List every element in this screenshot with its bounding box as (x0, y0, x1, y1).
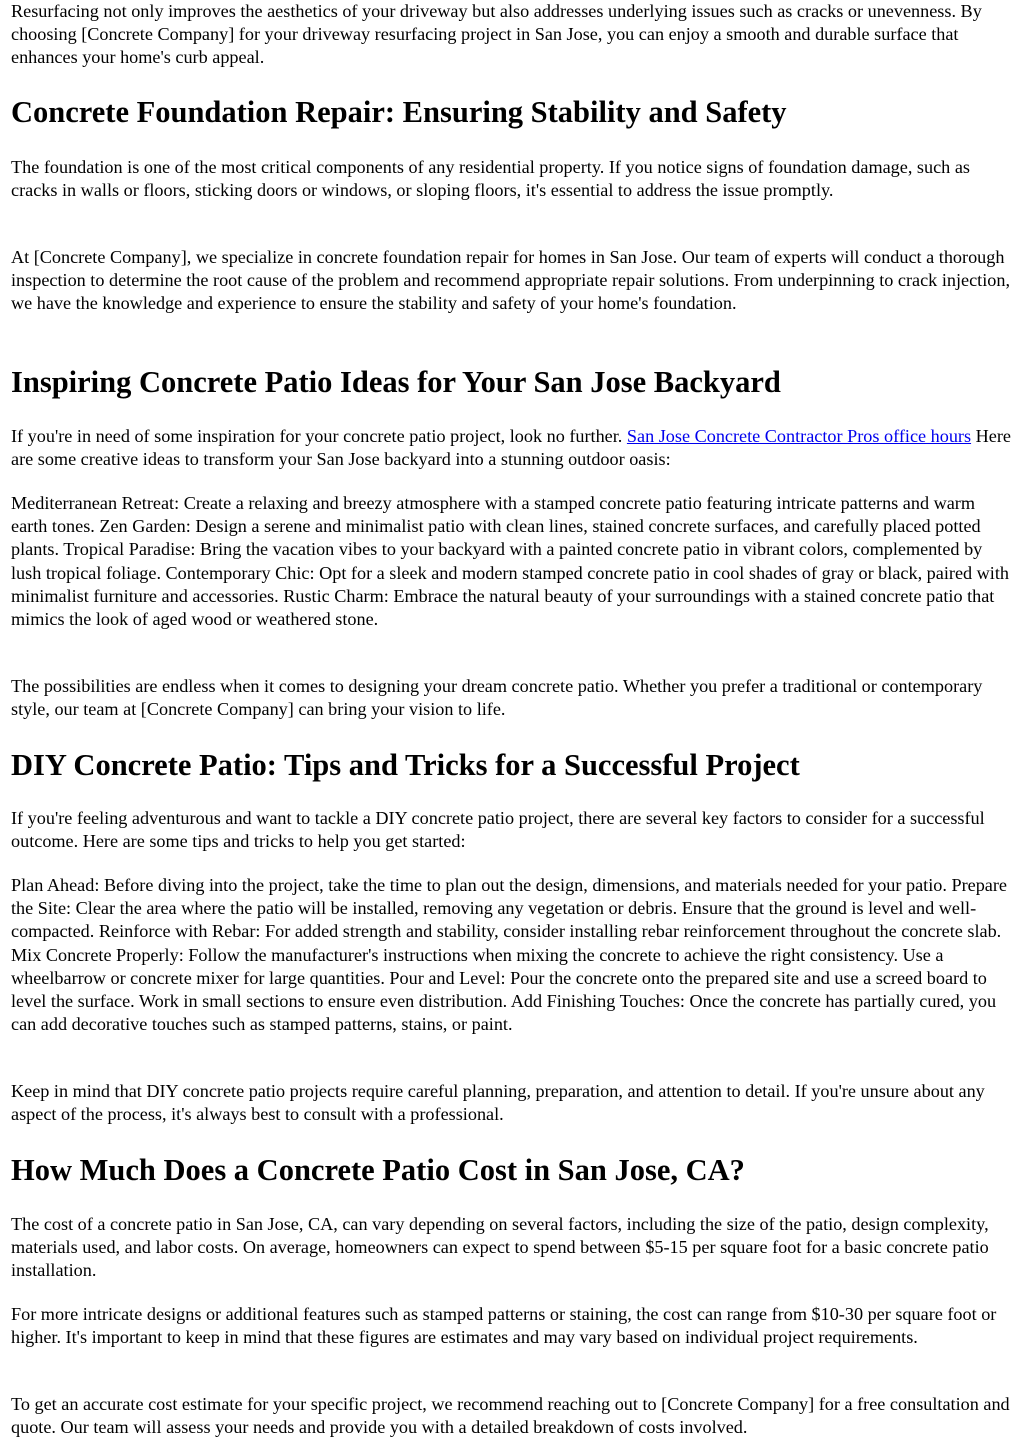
foundation-paragraph-2: At [Concrete Company], we specialize in concrete foundation repair for homes in San Jose. Our team of experts will conduct a thorough inspection to determine the root cause of the problem and recommend appropriate repair solutions. From underpinning to crack injection, we have the knowledge and experience to ensure the stability and safety of your home's foundation. (11, 247, 1011, 314)
cost-paragraph-3: To get an accurate cost estimate for your specific project, we recommend reaching out to [Concrete Company] for a free consultation and quote. Our team will assess your needs and provide you with a detailed breakdown of costs involved. (11, 1394, 1010, 1438)
patio-ideas-closing-paragraph: The possibilities are endless when it comes to designing your dream concrete patio. Whether you prefer a traditional or contemporary style, our team at [Concrete Company] can bring your vision to life. (11, 676, 983, 720)
diy-tips-paragraph: Plan Ahead: Before diving into the project, take the time to plan out the design, dimensions, and materials needed for your patio. Prepare the Site: Clear the area where the patio will be installed, removing any vegetation or debris. Ensure that the ground is level and well-compacted. Reinforce with Rebar: For added strength and stability, consider installing rebar reinforcement throughout the concrete slab. Mix Concrete Properly: Follow the manufacturer's instructions when mixing the concrete to achieve the right consistency. Use a wheelbarrow or concrete mixer for large quantities. Pour and Level: Pour the concrete onto the prepared site and use a screed board to level the surface. Work in small sections to ensure even distribution. Add Finishing Touches: Once the concrete has partially cured, you can add decorative touches such as stamped patterns, stains, or paint. (11, 875, 1008, 1035)
diy-closing-paragraph: Keep in mind that DIY concrete patio projects require careful planning, preparation, and attention to detail. If you're unsure about any aspect of the process, it's always best to consult with a professional. (11, 1081, 985, 1125)
diy-intro-paragraph: If you're feeling adventurous and want to tackle a DIY concrete patio project, there are several key factors to consider for a successful outcome. Here are some tips and tricks to help you get started: (11, 808, 985, 852)
office-hours-link[interactable]: San Jose Concrete Contractor Pros office hours (626, 426, 972, 446)
diy-patio-heading: DIY Concrete Patio: Tips and Tricks for a Successful Project (11, 748, 800, 782)
foundation-repair-heading: Concrete Foundation Repair: Ensuring Stability and Safety (11, 95, 787, 129)
patio-intro-text-before-link: If you're in need of some inspiration for your concrete patio project, look no further. (11, 426, 627, 446)
patio-intro-text-after-link: Here are some creative ideas to transform your San Jose backyard into a stunning outdoor oasis: (11, 426, 1011, 470)
patio-ideas-list-paragraph: Mediterranean Retreat: Create a relaxing and breezy atmosphere with a stamped concrete patio featuring intricate patterns and warm earth tones. Zen Garden: Design a serene and minimalist patio with clean lines, stained concrete surfaces, and carefully placed potted plants. Tropical Paradise: Bring the vacation vibes to your backyard with a painted concrete patio in vibrant colors, complemented by lush tropical foliage. Contemporary Chic: Opt for a sleek and modern stamped concrete patio in cool shades of gray or black, paired with minimalist furniture and accessories. Rustic Charm: Embrace the natural beauty of your surroundings with a stained concrete patio that mimics the look of aged wood or weathered stone. (11, 493, 1009, 630)
patio-cost-heading: How Much Does a Concrete Patio Cost in San Jose, CA? (11, 1153, 745, 1187)
foundation-paragraph-1: The foundation is one of the most critical components of any residential property. If you notice signs of foundation damage, such as cracks in walls or floors, sticking doors or windows, or sloping floors, it's essential to address the issue promptly. (11, 157, 970, 201)
resurfacing-paragraph: Resurfacing not only improves the aesthetics of your driveway but also addresses underlying issues such as cracks or unevenness. By choosing [Concrete Company] for your driveway resurfacing project in San Jose, you can enjoy a smooth and durable surface that enhances your home's curb appeal. (11, 1, 982, 68)
patio-ideas-heading: Inspiring Concrete Patio Ideas for Your San Jose Backyard (11, 365, 781, 399)
patio-ideas-intro (11, 425, 1014, 471)
cost-paragraph-2: For more intricate designs or additional features such as stamped patterns or staining, the cost can range from $10-30 per square foot or higher. It's important to keep in mind that these figures are estimates and may vary based on individual project requirements. (11, 1304, 997, 1348)
cost-paragraph-1: The cost of a concrete patio in San Jose, CA, can vary depending on several factors, including the size of the patio, design complexity, materials used, and labor costs. On average, homeowners can expect to spend between $5-15 per square foot for a basic concrete patio installation. (11, 1214, 989, 1281)
